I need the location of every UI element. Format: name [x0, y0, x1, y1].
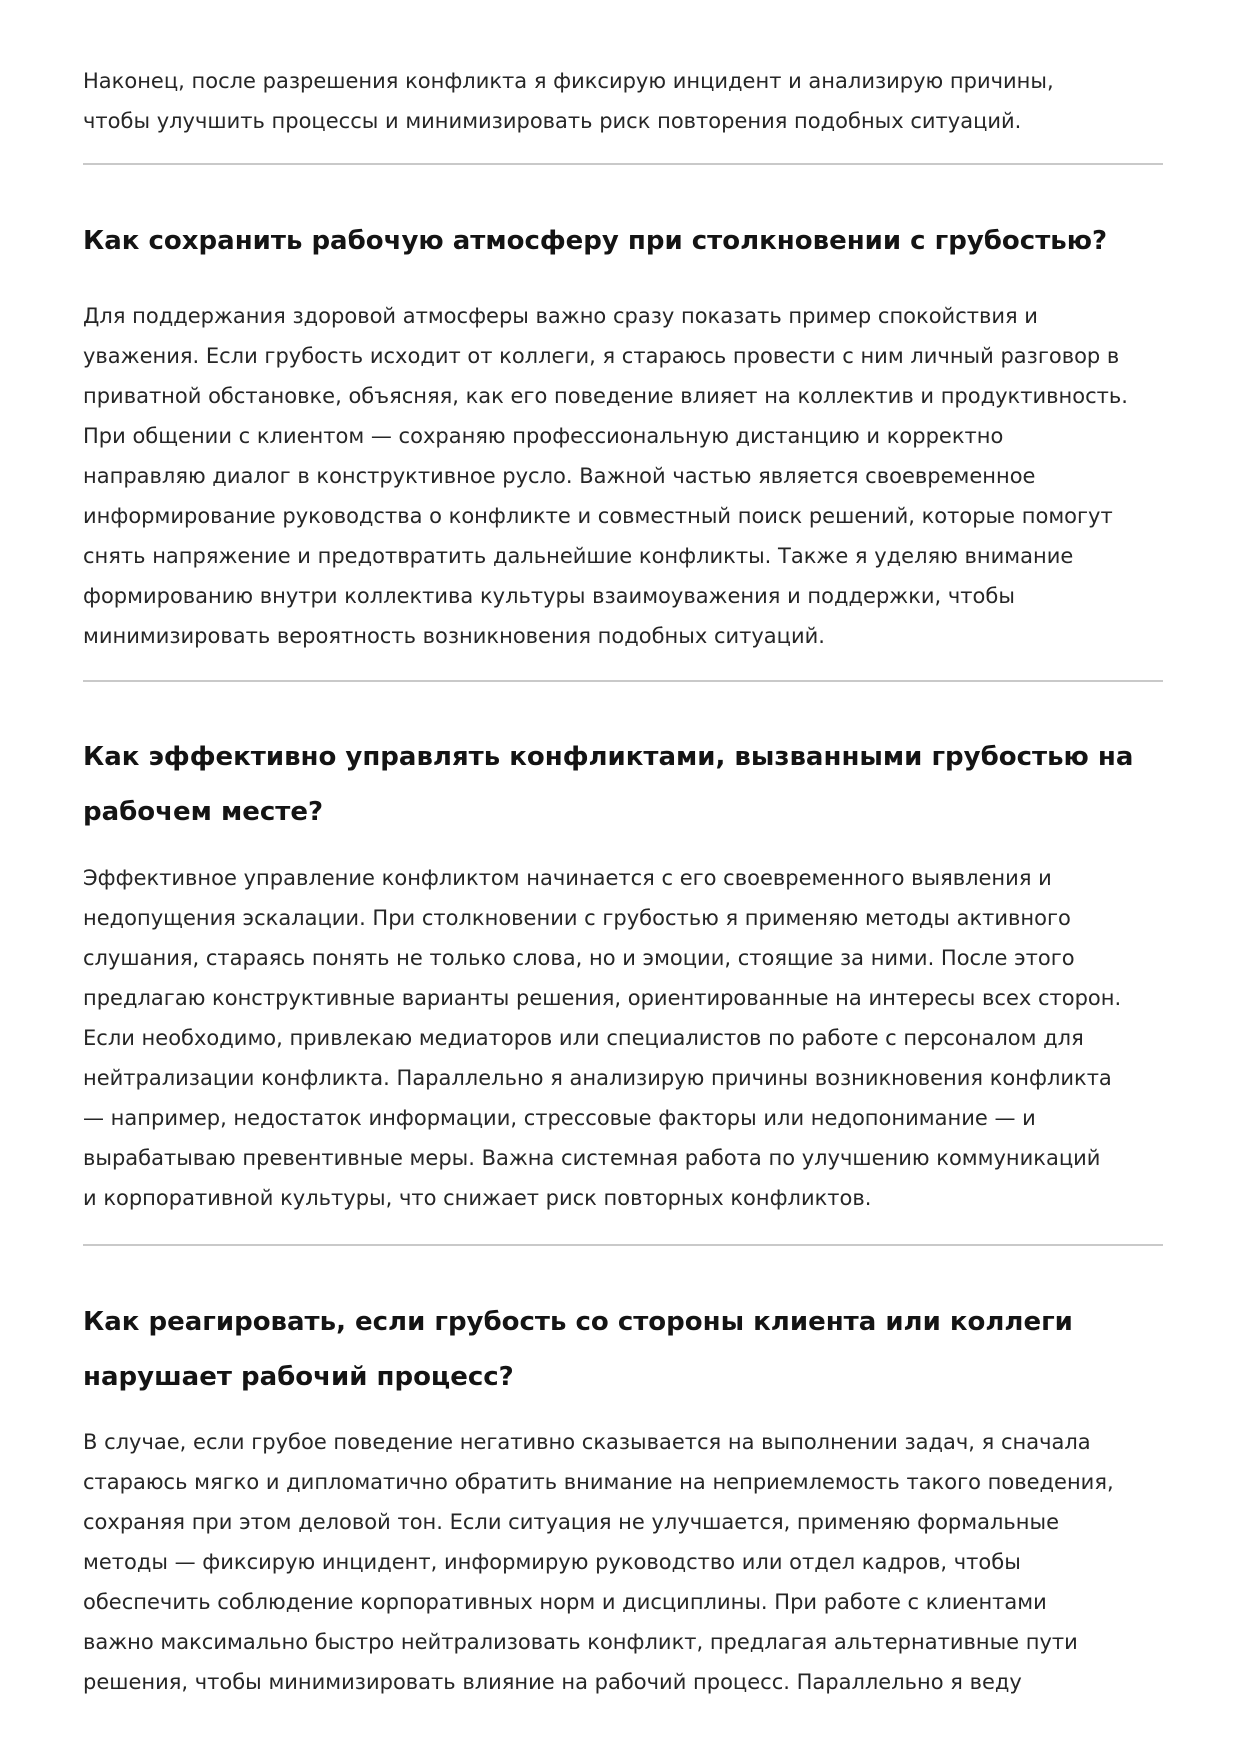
- paragraph-line: формированию внутри коллектива культуры взаимоуважения и поддержки, чтобы: [83, 584, 1015, 608]
- heading-line: Как эффективно управлять конфликтами, вызванными грубостью на: [83, 742, 1134, 772]
- paragraph-line: информирование руководства о конфликте и совместный поиск решений, которые помогут: [83, 504, 1113, 528]
- section-paragraph: [83, 296, 1128, 656]
- section-paragraph: [83, 1422, 1114, 1702]
- section-paragraph: [83, 858, 1121, 1218]
- heading-line: Как сохранить рабочую атмосферу при столкновении с грубостью?: [83, 226, 1108, 256]
- paragraph-line: Если необходимо, привлекаю медиаторов или специалистов по работе с персоналом для: [83, 1026, 1084, 1050]
- paragraph-line: Наконец, после разрешения конфликта я фиксирую инцидент и анализирую причины,: [83, 69, 1054, 93]
- section-divider: [83, 1244, 1163, 1246]
- section-heading: [83, 1295, 1073, 1405]
- paragraph-line: Для поддержания здоровой атмосферы важно сразу показать пример спокойствия и: [83, 304, 1038, 328]
- paragraph-line: решения, чтобы минимизировать влияние на рабочий процесс. Параллельно я веду: [83, 1670, 1022, 1694]
- paragraph-line: методы — фиксирую инцидент, информирую руководство или отдел кадров, чтобы: [83, 1550, 1021, 1574]
- section-divider: [83, 163, 1163, 165]
- paragraph-line: — например, недостаток информации, стрессовые факторы или недопонимание — и: [83, 1106, 1036, 1130]
- paragraph-line: сохраняя при этом деловой тон. Если ситуация не улучшается, применяю формальные: [83, 1510, 1059, 1534]
- paragraph-line: и корпоративной культуры, что снижает риск повторных конфликтов.: [83, 1186, 872, 1210]
- paragraph-line: вырабатываю превентивные меры. Важна системная работа по улучшению коммуникаций: [83, 1146, 1101, 1170]
- paragraph-line: предлагаю конструктивные варианты решения, ориентированные на интересы всех сторон.: [83, 986, 1122, 1010]
- heading-line: Как реагировать, если грубость со стороны клиента или коллеги: [83, 1307, 1073, 1337]
- paragraph-line: слушания, стараясь понять не только слова, но и эмоции, стоящие за ними. После этого: [83, 946, 1075, 970]
- paragraph-line: чтобы улучшить процессы и минимизировать риск повторения подобных ситуаций.: [83, 109, 1022, 133]
- section-heading: [83, 730, 1133, 840]
- paragraph-line: Эффективное управление конфликтом начинается с его своевременного выявления и: [83, 866, 1052, 890]
- section-heading: [83, 214, 1107, 269]
- paragraph-line: важно максимально быстро нейтрализовать конфликт, предлагая альтернативные пути: [83, 1630, 1078, 1654]
- section-divider: [83, 680, 1163, 682]
- paragraph-line: обеспечить соблюдение корпоративных норм и дисциплины. При работе с клиентами: [83, 1590, 1047, 1614]
- paragraph-line: В случае, если грубое поведение негативно сказывается на выполнении задач, я сначала: [83, 1430, 1091, 1454]
- paragraph-line: уважения. Если грубость исходит от коллеги, я стараюсь провести с ним личный разговор в: [83, 344, 1120, 368]
- paragraph-line: недопущения эскалации. При столкновении с грубостью я применяю методы активного: [83, 906, 1071, 930]
- paragraph-line: снять напряжение и предотвратить дальнейшие конфликты. Также я уделяю внимание: [83, 544, 1074, 568]
- paragraph-line: нейтрализации конфликта. Параллельно я анализирую причины возникновения конфликта: [83, 1066, 1112, 1090]
- paragraph-line: направляю диалог в конструктивное русло. Важной частью является своевременное: [83, 464, 1036, 488]
- heading-line: рабочем месте?: [83, 797, 324, 827]
- paragraph-line: минимизировать вероятность возникновения подобных ситуаций.: [83, 624, 825, 648]
- heading-line: нарушает рабочий процесс?: [83, 1362, 514, 1392]
- paragraph-line: При общении с клиентом — сохраняю профессиональную дистанцию и корректно: [83, 424, 1004, 448]
- paragraph-line: стараюсь мягко и дипломатично обратить внимание на неприемлемость такого поведения,: [83, 1470, 1114, 1494]
- intro-paragraph: [83, 61, 1054, 141]
- paragraph-line: приватной обстановке, объясняя, как его поведение влияет на коллектив и продуктивность.: [83, 384, 1128, 408]
